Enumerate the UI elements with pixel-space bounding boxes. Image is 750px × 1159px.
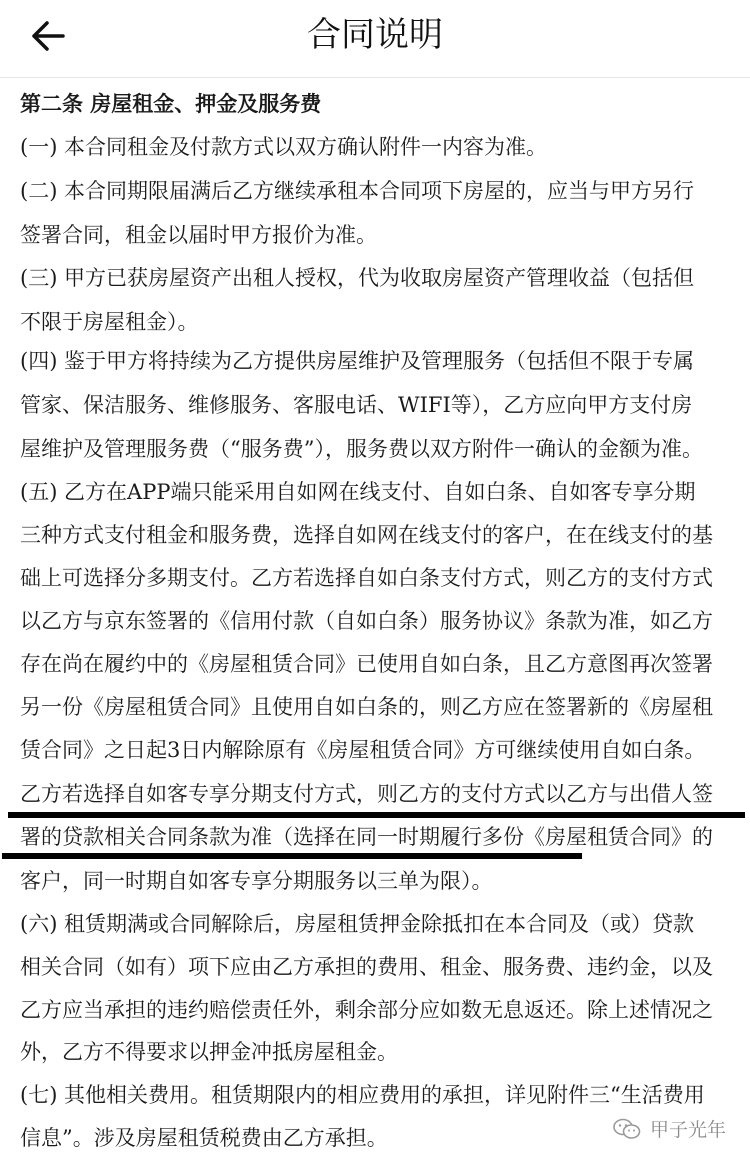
text-line: 管家、保洁服务、维修服务、客服电话、WIFI等），乙方应向甲方支付房 [20, 393, 693, 417]
watermark-text: 甲子光年 [649, 1119, 726, 1141]
text-line: 赁合同》之日起3日内解除原有《房屋租赁合同》方可继续使用自如白条。 [20, 738, 706, 762]
text-line: 相关合同（如有）项下应由乙方承担的费用、租金、服务费、违约金，以及 [20, 955, 713, 979]
text-line: 三种方式支付租金和服务费，选择自如网在线支付的客户，在在线支付的基 [20, 523, 713, 547]
wechat-icon [612, 1117, 642, 1141]
text-line: 另一份《房屋租赁合同》且使用自如白条的，则乙方应在签署新的《房屋租 [20, 695, 713, 719]
text-line: (七) 其他相关费用。租赁期限内的相应费用的承担，详见附件三“生活费用 [20, 1083, 705, 1107]
underline-annotation [8, 812, 745, 818]
text-line: (二) 本合同期限届满后乙方继续承租本合同项下房屋的，应当与甲方另行 [20, 179, 695, 203]
watermark [612, 1115, 726, 1142]
top-bar [0, 0, 750, 78]
text-line: 乙方应当承担的违约赔偿责任外，剩余部分应如数无息返还。除上述情况之 [20, 998, 713, 1022]
text-line: (五) 乙方在APP端只能采用自如网在线支付、自如白条、自如客专享分期 [20, 480, 696, 504]
text-line: 屋维护及管理服务费（“服务费”），服务费以双方附件一确认的金额为准。 [20, 437, 703, 461]
article-heading: 第二条 房屋租金、押金及服务费 [20, 91, 322, 116]
text-line: 存在尚在履约中的《房屋租赁合同》已使用自如白条，且乙方意图再次签署 [20, 652, 713, 676]
text-line: 署的贷款相关合同条款为准（选择在同一时期履行多份《房屋租赁合同》的 [20, 825, 713, 849]
text-line: 外，乙方不得要求以押金冲抵房屋租金。 [20, 1040, 398, 1064]
page-title: 合同说明 [307, 15, 443, 55]
text-line: (六) 租赁期满或合同解除后，房屋租赁押金除抵扣在本合同及（或）贷款 [20, 912, 695, 936]
text-line: 础上可选择分多期支付。乙方若选择自如白条支付方式，则乙方的支付方式 [20, 566, 713, 590]
underline-annotation [2, 853, 582, 859]
text-line: (三) 甲方已获房屋资产出租人授权，代为收取房屋资产管理收益（包括但 [20, 266, 695, 290]
text-line: 乙方若选择自如客专享分期支付方式，则乙方的支付方式以乙方与出借人签 [20, 782, 713, 806]
text-line: 信息”。涉及房屋租赁税费由乙方承担。 [20, 1126, 388, 1150]
text-line: (四) 鉴于甲方将持续为乙方提供房屋维护及管理服务（包括但不限于专属 [20, 349, 695, 373]
text-line: 以乙方与京东签署的《信用付款（自如白条）服务协议》条款为准，如乙方 [20, 609, 713, 633]
text-line: 客户，同一时期自如客专享分期服务以三单为限）。 [20, 869, 493, 893]
text-line: (一) 本合同租金及付款方式以双方确认附件一内容为准。 [20, 135, 548, 159]
text-line: 签署合同，租金以届时甲方报价为准。 [20, 223, 377, 247]
text-line: 不限于房屋租金）。 [20, 310, 199, 334]
